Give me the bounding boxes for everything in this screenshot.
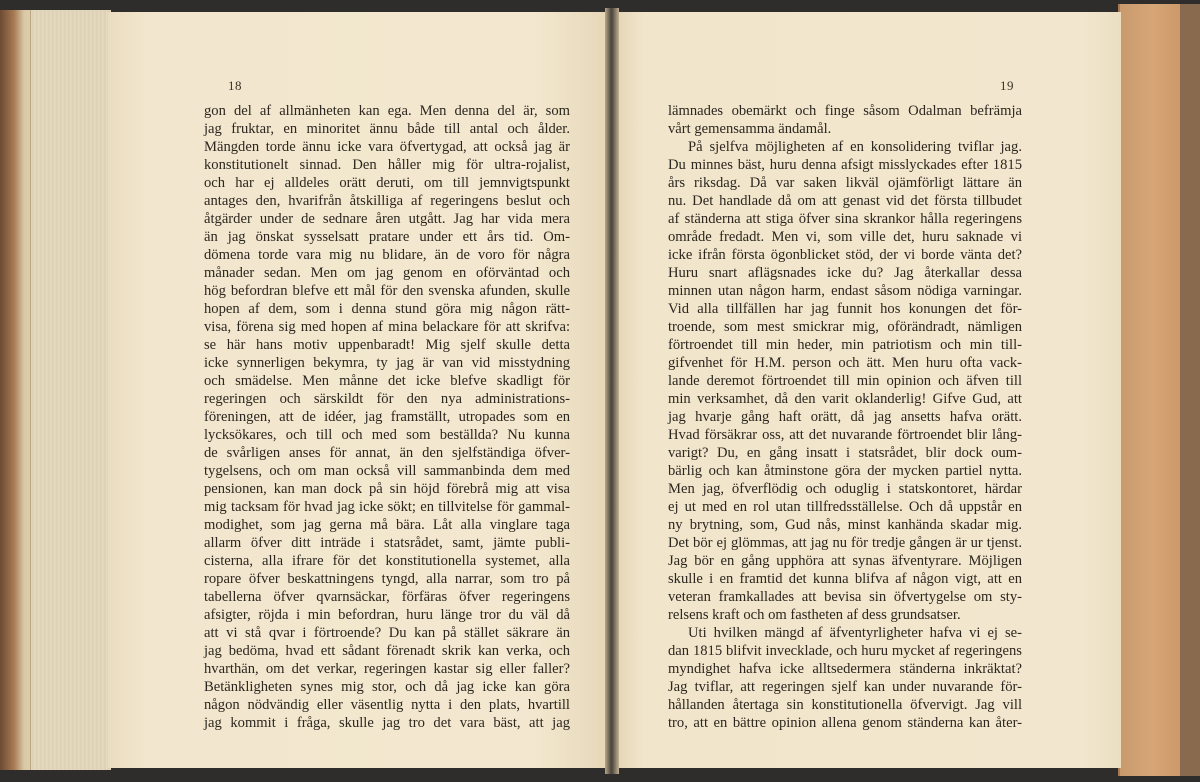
text-line: af ständerna att stiga öfver sina skrankor hålla regeringens — [668, 211, 1022, 227]
page-number-left: 18 — [228, 78, 242, 93]
text-line: relsens kraft och om fastheten af dess grundsatser. — [668, 607, 961, 623]
text-line: Du minnes bäst, huru denna afsigt misslyckades efter 1815 — [668, 157, 1022, 173]
text-line: Vid alla tillfällen har jag funnit hos konungen det för- — [668, 301, 1022, 317]
text-line: regeringen och särskildt för den nya administrations- — [204, 391, 570, 407]
right-page-text — [668, 102, 1022, 732]
text-line: åtgärder under de sednare åren utgått. Jag har vida mera — [204, 211, 570, 227]
page-stack-left — [30, 10, 111, 770]
text-line: föreningen, att de idéer, jag framställt, utropades som en — [204, 409, 570, 425]
text-line: antages den, hvarifrån åtskilliga af regeringens beslut och — [204, 193, 570, 209]
text-line: Jag tviflar, att regeringen sjelf kan under nuvarande för- — [668, 679, 1022, 695]
text-line: afsigter, röjda i min befordran, huru länge tror du väl då — [204, 607, 570, 623]
text-line: ropare öfver beskattningens tyngd, alla narrar, som tro på — [204, 571, 570, 587]
text-line: konstitutionelt sinnad. Den håller mig för ultra-rojalist, — [204, 157, 570, 173]
text-line: Uti hvilken mängd af äfventyrligheter hafva vi ej se- — [688, 625, 1022, 641]
page-number-right: 19 — [1000, 78, 1014, 93]
text-line: jag hvarje gång haft orätt, då jag ansetts hafva orätt. — [668, 409, 1022, 425]
text-line: icke synnerligen bekymra, ty jag är van vid misstydning — [204, 355, 570, 371]
text-line: tygelsens, och om man också vill sammanbinda dem med — [204, 463, 570, 479]
text-line: gon del af allmänheten kan ega. Men denna del är, som — [204, 103, 570, 119]
text-line: pensionen, kan man dock på sin höjd förebrå mig att visa — [204, 481, 570, 497]
text-line: myndighet hafva icke alltsedermera ständerna inkräktat? — [668, 661, 1022, 677]
left-page-text — [204, 102, 570, 732]
book-cover-right-strip — [1180, 4, 1200, 776]
text-line: se här hans motiv uppenbaradt! Mig sjelf skulle detta — [204, 337, 570, 353]
text-line: vårt gemensamma ändamål. — [668, 121, 832, 137]
text-line: jag kommit i fråga, skulle jag tro det vara bäst, att jag — [204, 715, 570, 731]
text-line: dömena torde vara mig nu blidare, än de voro för några — [204, 247, 570, 263]
text-line: veteran framkallades att bevisa sin öfvertygelse om sty- — [668, 589, 1022, 605]
text-line: än jag önskat sysselsatt pratare under ett års tid. Om- — [204, 229, 570, 245]
text-line: mig tacksam för hvad jag icke sökt; en tillvitelse för gammal- — [204, 499, 570, 515]
text-line: ej ut med en rol utan tillfredsställelse. Och då uppstår en — [668, 499, 1022, 515]
text-line: och smädelse. Men månne det icke blefve skadligt för — [204, 373, 570, 389]
text-line: års riksdag. Då var saken likväl ojämförligt lättare än — [668, 175, 1022, 191]
text-line: hopen af dem, som i denna stund göra mig någon rätt- — [204, 301, 570, 317]
text-line: dan 1815 blifvit invecklade, och huru mycket af regeringens — [668, 643, 1022, 659]
text-line: någon nödvändig eller väsentlig nytta i den plats, hvartill — [204, 697, 570, 713]
text-line: jag fruktar, en minoritet ännu både till antal och ålder. — [204, 121, 570, 137]
text-line: hög befordran blefve ett mål för den svenska afunden, skulle — [204, 283, 570, 299]
text-line: modighet, som jag gerna må bära. Låt alla vinglare taga — [204, 517, 570, 533]
text-line: tabellerna öfver qvarnsäckar, förfäras öfver regeringens — [204, 589, 570, 605]
text-line: och har ej alldeles orätt deruti, om till jemnvigtspunkt — [204, 175, 570, 191]
text-line: Jag bör en gång upphöra att synas äfventyrare. Möjligen — [668, 553, 1022, 569]
text-line: hållanden återtaga sin konstitutionella öfvervigt. Jag vill — [668, 697, 1022, 713]
text-line: att vi stå qvar i förtroende? Du kan på stället säkrare än — [204, 625, 570, 641]
text-line: område fredadt. Men vi, som ville det, huru saknade vi — [668, 229, 1022, 245]
text-line: tro, att en bättre opinion allena genom ständerna kan åter- — [668, 715, 1022, 731]
text-line: lämnades obemärkt och finge såsom Odalman befrämja — [668, 103, 1022, 119]
text-line: allarm öfver ditt inträde i statsrådet, samt, jämte publi- — [204, 535, 570, 551]
text-line: månader sedan. Men om jag genom en oförväntad och — [204, 265, 570, 281]
text-line: skulle i en framtid det kunna blifva af någon vigt, att en — [668, 571, 1022, 587]
text-line: icke ifrån första ögonblicket stöd, der vi borde vänta det? — [668, 247, 1022, 263]
text-line: troende, som mest smickrar mig, oförändradt, nämligen — [668, 319, 1022, 335]
text-line: Mängden torde ännu icke vara öfvertygad, att också jag är — [204, 139, 570, 155]
text-line: cisterna, alla ifrare för det konstitutionella systemet, alla — [204, 553, 570, 569]
text-line: gifvenhet för H.M. person och ätt. Men huru ofta vack- — [668, 355, 1022, 371]
text-line: förtroendet till min heder, min patriotism och min till- — [668, 337, 1022, 353]
text-line: bärlig och kan åtminstone göra der mycken partiel nytta. — [668, 463, 1022, 479]
text-line: nu. Det handlade då om att genast vid det första tillbudet — [668, 193, 1022, 209]
text-line: hvarthän, om det verkar, regeringen kastar sig eller faller? — [204, 661, 570, 677]
text-line: min verksamhet, då den varit oklanderlig! Gifve Gud, att — [668, 391, 1022, 407]
text-line: lande deremot förtroendet till min opinion och äfven till — [668, 373, 1022, 389]
text-line: lycksökares, och till och med som beställda? Nu kunna — [204, 427, 570, 443]
text-line: Betänkligheten synes mig stor, och då jag icke kan göra — [204, 679, 570, 695]
text-line: Hvad försäkrar oss, att det nuvarande förtroendet blir lång- — [668, 427, 1022, 443]
text-line: ny brytning, som, Gud nås, minst kanhända skadar mig. — [668, 517, 1022, 533]
text-line: Det bör ej glömmas, att jag nu för tredje gången är ur tjenst. — [668, 535, 1022, 551]
text-line: Men jag, öfverflödig och oduglig i statskontoret, härdar — [668, 481, 1022, 497]
text-line: På sjelfva möjligheten af en konsolidering tviflar jag. — [688, 139, 1022, 155]
text-line: visa, förena sig med hopen af mina belackare för att skrifva: — [204, 319, 570, 335]
book-gutter — [605, 8, 619, 774]
text-line: jag bedöma, hvad ett sådant förenadt skrik kan verka, och — [204, 643, 570, 659]
text-line: minnen utan någon harm, endast såsom nödiga varningar. — [668, 283, 1022, 299]
text-line: de svårligen anses för annat, än den sjelfständiga öfver- — [204, 445, 570, 461]
text-line: Huru snart aflägsnades icke du? Jag återkallar dessa — [668, 265, 1022, 281]
text-line: varigt? Du, en gång insatt i statsrådet, blir dock oum- — [668, 445, 1022, 461]
